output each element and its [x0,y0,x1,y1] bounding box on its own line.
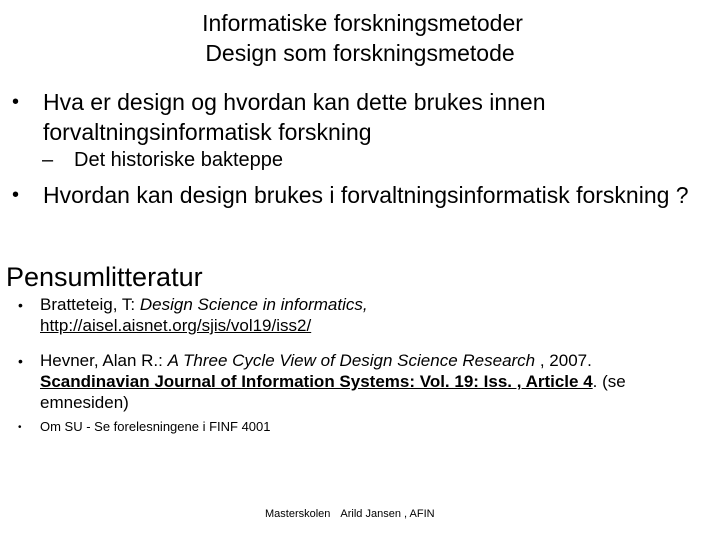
reference-year: , 2007. [535,351,592,370]
reference-title: Design Science in informatics, [139,295,368,314]
bullet-text: Hvordan kan design brukes i forvaltningsinformatisk forskning ? [43,182,689,208]
bullet-text: Hva er design og hvordan kan dette brukes innen forvaltningsinformatisk forskning [43,89,546,145]
bullet-marker: • [12,184,20,206]
slide-title [0,8,720,68]
reference-author: Hevner, Alan R.: [40,351,168,370]
reference-author: Bratteteig, T: [40,295,140,314]
bullet-marker: • [18,297,23,313]
slide-footer [265,508,435,520]
bullet-marker: • [12,91,20,113]
footer-left: Masterskolen [265,508,331,520]
title-line-2: Design som forskningsmetode [205,40,515,66]
journal-link[interactable]: Scandinavian Journal of Information Systems: Vol. 19: Iss. , Article 4 [40,372,593,391]
bullet-marker: • [18,353,23,369]
bullet-marker: • [18,422,22,433]
dash-marker: – [42,149,54,171]
sub-bullet-text: Det historiske bakteppe [74,149,284,171]
reference-note: . (se emnesiden) [40,372,626,412]
section-heading: Pensumlitteratur [6,262,203,292]
reference-text [40,350,680,413]
reference-text [40,294,680,336]
title-line-1: Informatiske forskningsmetoder [202,10,523,36]
reference-text: Om SU - Se forelesningene i FINF 4001 [40,419,271,434]
reference-link[interactable]: http://aisel.aisnet.org/sjis/vol19/iss2/ [40,316,312,335]
footer-right: Arild Jansen , AFIN [340,508,435,520]
reference-title: A Three Cycle View of Design Science Research [167,351,536,370]
